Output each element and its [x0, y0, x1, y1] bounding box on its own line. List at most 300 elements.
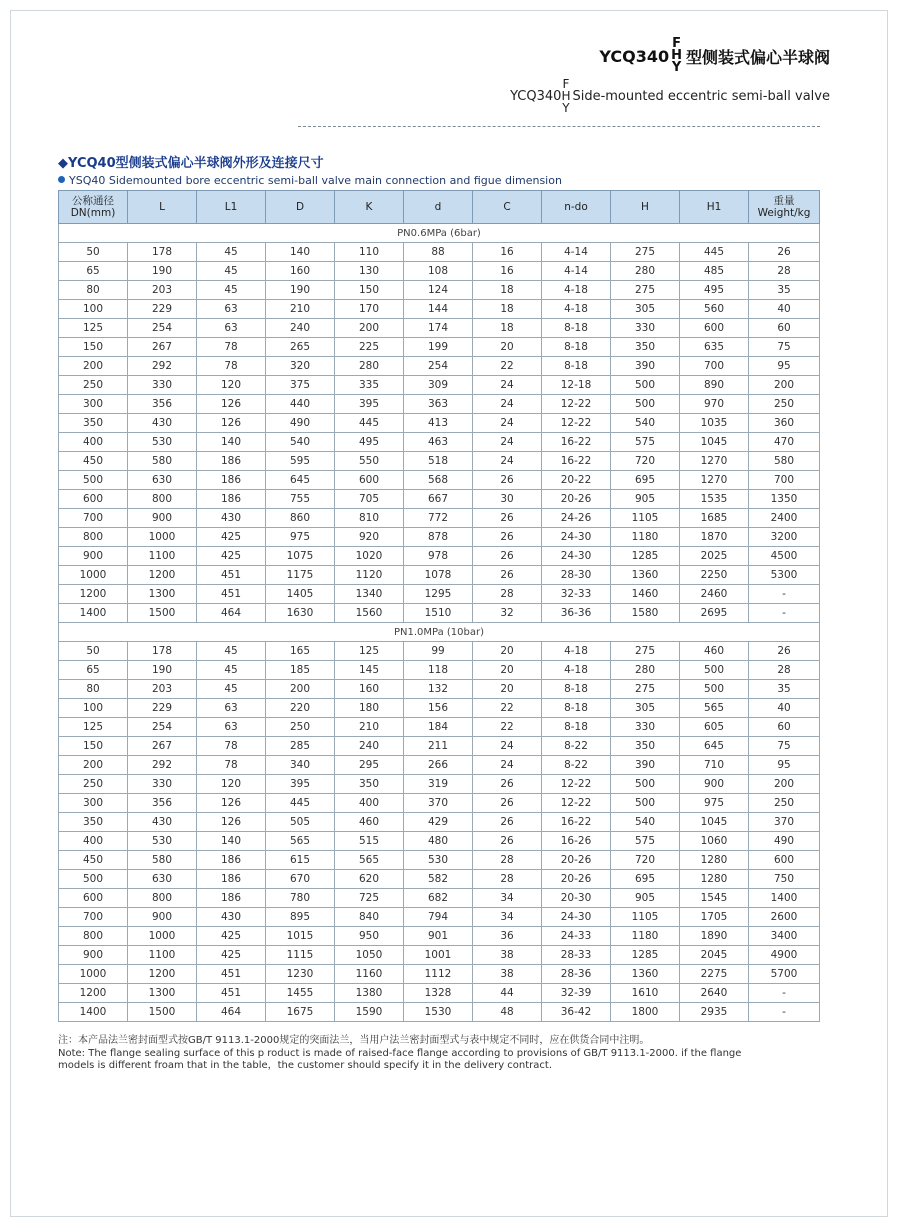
table-cell: 75: [749, 737, 820, 756]
table-cell: 840: [335, 908, 404, 927]
table-cell: 190: [266, 281, 335, 300]
table-cell: 400: [59, 433, 128, 452]
table-cell: 565: [335, 851, 404, 870]
table-cell: 4-14: [542, 243, 611, 262]
table-cell: 1530: [404, 1003, 473, 1022]
table-cell: 400: [335, 794, 404, 813]
table-cell: 780: [266, 889, 335, 908]
table-cell: 1035: [680, 414, 749, 433]
table-cell: 755: [266, 490, 335, 509]
table-cell: 60: [749, 319, 820, 338]
table-cell: 267: [128, 338, 197, 357]
table-cell: 1100: [128, 946, 197, 965]
table-cell: 78: [197, 756, 266, 775]
table-cell: 20-30: [542, 889, 611, 908]
table-cell: 80: [59, 680, 128, 699]
table-row: [59, 775, 820, 794]
table-row: [59, 756, 820, 775]
table-cell: 265: [266, 338, 335, 357]
table-header-row: [59, 191, 820, 224]
table-cell: 165: [266, 642, 335, 661]
table-cell: 2460: [680, 585, 749, 604]
table-cell: 32-33: [542, 585, 611, 604]
table-cell: 905: [611, 889, 680, 908]
table-cell: 720: [611, 851, 680, 870]
table-cell: 8-18: [542, 699, 611, 718]
table-cell: 1000: [59, 965, 128, 984]
table-cell: 225: [335, 338, 404, 357]
table-cell: 8-18: [542, 319, 611, 338]
table-cell: 1360: [611, 965, 680, 984]
table-cell: 500: [611, 794, 680, 813]
table-cell: 28: [473, 851, 542, 870]
table-cell: 45: [197, 642, 266, 661]
table-cell: 275: [611, 680, 680, 699]
table-cell: 810: [335, 509, 404, 528]
column-header: [473, 191, 542, 224]
table-cell: 900: [59, 946, 128, 965]
table-cell: 451: [197, 965, 266, 984]
column-header: [266, 191, 335, 224]
column-header-label: DN(mm): [70, 207, 116, 219]
table-cell: 126: [197, 813, 266, 832]
table-cell: 150: [335, 281, 404, 300]
table-cell: 350: [335, 775, 404, 794]
pressure-group-row: [59, 623, 820, 642]
table-cell: 100: [59, 300, 128, 319]
column-header-label: H1: [706, 201, 722, 213]
table-cell: 500: [611, 775, 680, 794]
table-cell: 2695: [680, 604, 749, 623]
table-cell: 350: [611, 737, 680, 756]
table-cell: 38: [473, 965, 542, 984]
table-cell: 1200: [128, 965, 197, 984]
table-cell: 1400: [59, 1003, 128, 1022]
table-cell: 600: [749, 851, 820, 870]
column-header: [542, 191, 611, 224]
table-cell: 2935: [680, 1003, 749, 1022]
table-cell: 630: [128, 471, 197, 490]
table-cell: 26: [473, 813, 542, 832]
table-cell: 8-18: [542, 357, 611, 376]
column-header: [680, 191, 749, 224]
table-cell: 635: [680, 338, 749, 357]
table-cell: 125: [59, 718, 128, 737]
table-cell: 413: [404, 414, 473, 433]
table-row: [59, 984, 820, 1003]
table-row: [59, 433, 820, 452]
table-row: [59, 1003, 820, 1022]
table-cell: 340: [266, 756, 335, 775]
table-cell: 500: [680, 661, 749, 680]
table-cell: 2045: [680, 946, 749, 965]
table-cell: 1160: [335, 965, 404, 984]
table-cell: 550: [335, 452, 404, 471]
table-cell: 48: [473, 1003, 542, 1022]
table-cell: 878: [404, 528, 473, 547]
table-cell: 700: [680, 357, 749, 376]
table-cell: 2250: [680, 566, 749, 585]
table-row: [59, 528, 820, 547]
column-header-label: 公称通径: [72, 195, 114, 207]
table-cell: 200: [266, 680, 335, 699]
table-cell: 280: [611, 262, 680, 281]
table-cell: 1340: [335, 585, 404, 604]
table-row: [59, 604, 820, 623]
table-cell: 1045: [680, 813, 749, 832]
note-en-line1: Note: The flange sealing surface of this p roduct is made of raised-face flange according to provisions of GB/T 9113.1-2000. if the flange: [58, 1047, 742, 1059]
table-cell: 50: [59, 642, 128, 661]
table-cell: 8-22: [542, 737, 611, 756]
table-cell: 267: [128, 737, 197, 756]
table-cell: 505: [266, 813, 335, 832]
table-cell: -: [749, 984, 820, 1003]
table-cell: 275: [611, 243, 680, 262]
table-cell: 975: [266, 528, 335, 547]
table-cell: 978: [404, 547, 473, 566]
table-cell: 600: [59, 889, 128, 908]
table-cell: 190: [128, 262, 197, 281]
table-cell: 500: [680, 680, 749, 699]
table-cell: 370: [749, 813, 820, 832]
column-header-label: H: [641, 201, 649, 213]
title-en-suffix-stack: [561, 78, 570, 114]
table-cell: 250: [749, 794, 820, 813]
table-cell: 220: [266, 699, 335, 718]
table-cell: 464: [197, 604, 266, 623]
table-cell: 20: [473, 661, 542, 680]
table-cell: 199: [404, 338, 473, 357]
table-cell: 28-30: [542, 566, 611, 585]
table-cell: 500: [59, 471, 128, 490]
table-cell: 16-26: [542, 832, 611, 851]
table-cell: 120: [197, 376, 266, 395]
table-cell: 464: [197, 1003, 266, 1022]
table-cell: 38: [473, 946, 542, 965]
table-cell: 1300: [128, 585, 197, 604]
table-cell: 485: [680, 262, 749, 281]
table-cell: 8-18: [542, 338, 611, 357]
table-cell: 905: [611, 490, 680, 509]
table-cell: 500: [59, 870, 128, 889]
table-cell: 800: [128, 889, 197, 908]
column-header: [749, 191, 820, 224]
table-cell: 430: [128, 813, 197, 832]
table-cell: 1705: [680, 908, 749, 927]
table-row: [59, 965, 820, 984]
table-cell: 1020: [335, 547, 404, 566]
table-cell: 1580: [611, 604, 680, 623]
table-row: [59, 718, 820, 737]
table-cell: 1380: [335, 984, 404, 1003]
table-cell: 40: [749, 699, 820, 718]
table-cell: 1000: [59, 566, 128, 585]
table-cell: 451: [197, 984, 266, 1003]
table-cell: 26: [473, 471, 542, 490]
section-header: [58, 152, 562, 187]
table-cell: 425: [197, 946, 266, 965]
table-cell: 156: [404, 699, 473, 718]
table-cell: 150: [59, 737, 128, 756]
table-row: [59, 642, 820, 661]
table-cell: 78: [197, 737, 266, 756]
table-cell: 1105: [611, 509, 680, 528]
table-cell: 4-18: [542, 281, 611, 300]
table-cell: 518: [404, 452, 473, 471]
table-cell: 460: [680, 642, 749, 661]
column-header: [59, 191, 128, 224]
table-cell: 28-33: [542, 946, 611, 965]
table-cell: 1285: [611, 547, 680, 566]
table-cell: 186: [197, 471, 266, 490]
table-cell: 1120: [335, 566, 404, 585]
table-cell: 667: [404, 490, 473, 509]
stack-letter: F: [672, 36, 681, 51]
table-cell: 645: [266, 471, 335, 490]
table-cell: 1001: [404, 946, 473, 965]
table-row: [59, 471, 820, 490]
table-cell: 99: [404, 642, 473, 661]
table-cell: 280: [335, 357, 404, 376]
table-cell: 300: [59, 794, 128, 813]
title-cn-suffix: 型侧装式偏心半球阀: [685, 47, 830, 67]
table-cell: 28: [749, 661, 820, 680]
table-cell: 12-22: [542, 395, 611, 414]
table-cell: 1800: [611, 1003, 680, 1022]
table-cell: 450: [59, 452, 128, 471]
title-cn-suffix-stack: [671, 38, 682, 74]
column-header: [197, 191, 266, 224]
table-cell: 40: [749, 300, 820, 319]
table-cell: 600: [335, 471, 404, 490]
table-cell: 356: [128, 395, 197, 414]
table-cell: 600: [680, 319, 749, 338]
table-cell: 425: [197, 547, 266, 566]
table-cell: 26: [473, 832, 542, 851]
table-cell: 35: [749, 281, 820, 300]
table-cell: 320: [266, 357, 335, 376]
table-cell: 370: [404, 794, 473, 813]
table-cell: 620: [335, 870, 404, 889]
table-cell: 24: [473, 433, 542, 452]
table-cell: 210: [335, 718, 404, 737]
table-cell: 2025: [680, 547, 749, 566]
table-cell: 700: [59, 908, 128, 927]
table-cell: 22: [473, 718, 542, 737]
table-cell: 292: [128, 357, 197, 376]
table-cell: 26: [473, 528, 542, 547]
table-cell: 145: [335, 661, 404, 680]
table-cell: 568: [404, 471, 473, 490]
table-cell: 20: [473, 642, 542, 661]
table-cell: 12-22: [542, 775, 611, 794]
table-row: [59, 889, 820, 908]
table-cell: 20-26: [542, 870, 611, 889]
column-header-label: C: [503, 201, 511, 213]
table-cell: 140: [197, 832, 266, 851]
table-cell: 140: [266, 243, 335, 262]
table-cell: 45: [197, 680, 266, 699]
table-cell: 45: [197, 243, 266, 262]
dimension-table: [58, 190, 820, 1022]
table-cell: 495: [680, 281, 749, 300]
table-cell: -: [749, 585, 820, 604]
table-cell: 300: [59, 395, 128, 414]
table-row: [59, 414, 820, 433]
table-cell: 540: [611, 813, 680, 832]
table-cell: 126: [197, 395, 266, 414]
table-cell: 975: [680, 794, 749, 813]
table-cell: 430: [197, 908, 266, 927]
note-zh: 注：本产品法兰密封面型式按GB/T 9113.1-2000规定的突面法兰，当用户法兰密封面型式与表中规定不同时，应在供货合同中注明。: [58, 1035, 650, 1046]
table-cell: 330: [611, 718, 680, 737]
table-cell: 350: [611, 338, 680, 357]
table-cell: 16: [473, 262, 542, 281]
table-cell: 695: [611, 870, 680, 889]
table-cell: 63: [197, 300, 266, 319]
table-cell: 560: [680, 300, 749, 319]
table-cell: 1535: [680, 490, 749, 509]
table-cell: 1180: [611, 528, 680, 547]
table-cell: 480: [404, 832, 473, 851]
table-cell: 605: [680, 718, 749, 737]
table-cell: 12-22: [542, 794, 611, 813]
table-cell: 580: [749, 452, 820, 471]
table-cell: 1400: [749, 889, 820, 908]
table-cell: 710: [680, 756, 749, 775]
bullet-icon: [58, 176, 65, 183]
table-cell: 451: [197, 585, 266, 604]
column-header-label: K: [365, 201, 373, 213]
table-cell: 250: [59, 775, 128, 794]
table-cell: 110: [335, 243, 404, 262]
title-divider: [298, 126, 820, 127]
table-cell: 28: [473, 585, 542, 604]
table-cell: 203: [128, 281, 197, 300]
table-row: [59, 262, 820, 281]
table-cell: 5700: [749, 965, 820, 984]
table-cell: 319: [404, 775, 473, 794]
table-cell: 130: [335, 262, 404, 281]
table-cell: 63: [197, 699, 266, 718]
table-cell: 395: [335, 395, 404, 414]
table-row: [59, 566, 820, 585]
table-row: [59, 680, 820, 699]
table-cell: 350: [59, 813, 128, 832]
table-cell: 330: [128, 775, 197, 794]
table-cell: 36: [473, 927, 542, 946]
table-cell: 400: [59, 832, 128, 851]
table-cell: 45: [197, 262, 266, 281]
table-cell: 451: [197, 566, 266, 585]
table-cell: 254: [128, 718, 197, 737]
table-cell: 630: [128, 870, 197, 889]
table-cell: 8-22: [542, 756, 611, 775]
table-cell: -: [749, 1003, 820, 1022]
table-cell: 1350: [749, 490, 820, 509]
column-header: [611, 191, 680, 224]
table-row: [59, 813, 820, 832]
table-cell: 20-22: [542, 471, 611, 490]
table-cell: 1100: [128, 547, 197, 566]
table-cell: 250: [59, 376, 128, 395]
table-cell: 580: [128, 452, 197, 471]
table-cell: 582: [404, 870, 473, 889]
table-cell: 211: [404, 737, 473, 756]
table-cell: 26: [473, 547, 542, 566]
table-cell: 1180: [611, 927, 680, 946]
table-cell: 1328: [404, 984, 473, 1003]
table-cell: 285: [266, 737, 335, 756]
pressure-group-label: PN0.6MPa (6bar): [59, 224, 820, 243]
table-cell: 1112: [404, 965, 473, 984]
table-cell: 1200: [59, 984, 128, 1003]
table-cell: 26: [749, 642, 820, 661]
table-cell: 720: [611, 452, 680, 471]
table-cell: 65: [59, 262, 128, 281]
table-cell: 1360: [611, 566, 680, 585]
table-row: [59, 661, 820, 680]
table-cell: 390: [611, 756, 680, 775]
table-cell: 1610: [611, 984, 680, 1003]
table-cell: 860: [266, 509, 335, 528]
table-cell: 1460: [611, 585, 680, 604]
table-cell: 1270: [680, 452, 749, 471]
table-cell: 20: [473, 338, 542, 357]
table-cell: 390: [611, 357, 680, 376]
table-cell: 16-22: [542, 813, 611, 832]
table-cell: 132: [404, 680, 473, 699]
table-cell: 695: [611, 471, 680, 490]
title-block: [510, 38, 830, 114]
table-cell: 65: [59, 661, 128, 680]
table-cell: 356: [128, 794, 197, 813]
table-cell: 5300: [749, 566, 820, 585]
table-cell: 160: [335, 680, 404, 699]
table-cell: 178: [128, 243, 197, 262]
table-cell: 240: [335, 737, 404, 756]
table-cell: 330: [128, 376, 197, 395]
table-row: [59, 376, 820, 395]
table-cell: 120: [197, 775, 266, 794]
table-cell: 184: [404, 718, 473, 737]
table-cell: 295: [335, 756, 404, 775]
table-cell: 530: [404, 851, 473, 870]
table-cell: 900: [59, 547, 128, 566]
title-en-prefix: YCQ340: [510, 88, 562, 104]
table-cell: 22: [473, 699, 542, 718]
table-cell: 800: [128, 490, 197, 509]
table-cell: 3400: [749, 927, 820, 946]
table-cell: 34: [473, 889, 542, 908]
table-cell: 44: [473, 984, 542, 1003]
table-cell: 1500: [128, 604, 197, 623]
table-cell: 1075: [266, 547, 335, 566]
table-cell: 186: [197, 452, 266, 471]
table-cell: 266: [404, 756, 473, 775]
table-cell: 186: [197, 490, 266, 509]
table-cell: 445: [266, 794, 335, 813]
stack-letter: F: [562, 77, 570, 91]
table-cell: 28: [473, 870, 542, 889]
table-row: [59, 243, 820, 262]
table-cell: 30: [473, 490, 542, 509]
table-cell: 1045: [680, 433, 749, 452]
table-cell: 2640: [680, 984, 749, 1003]
table-cell: 950: [335, 927, 404, 946]
table-cell: 1280: [680, 870, 749, 889]
table-cell: 335: [335, 376, 404, 395]
